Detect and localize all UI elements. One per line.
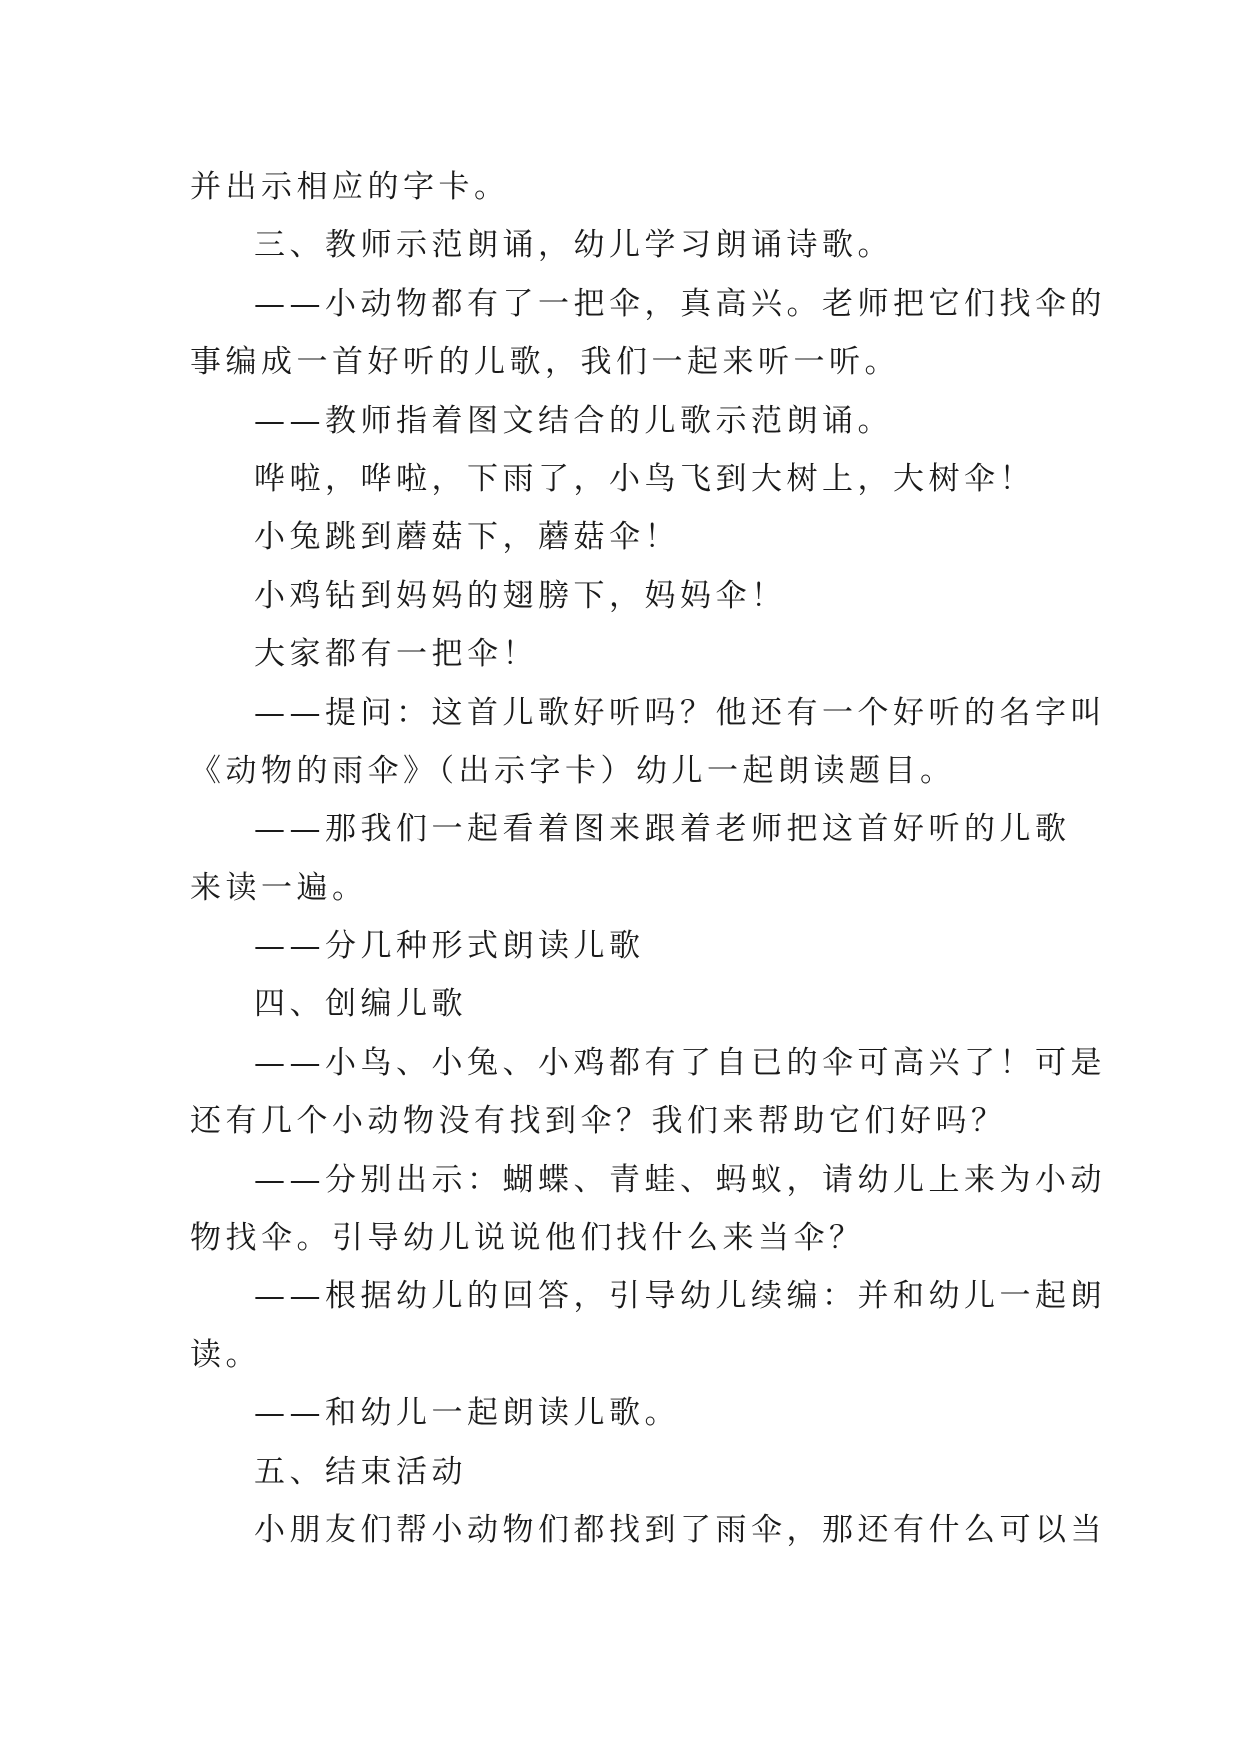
text-line: 小兔跳到蘑菇下，蘑菇伞！: [254, 519, 680, 556]
text-line: ——小鸟、小兔、小鸡都有了自已的伞可高兴了！可是: [254, 1044, 1106, 1081]
text-line: 还有几个小动物没有找到伞？我们来帮助它们好吗？: [190, 1103, 1007, 1140]
text-line: 并出示相应的字卡。: [190, 169, 510, 205]
document-body: [190, 158, 1106, 1559]
text-line: 三、教师示范朗诵，幼儿学习朗诵诗歌。: [254, 227, 893, 264]
text-line: 小鸡钻到妈妈的翅膀下，妈妈伞！: [254, 577, 787, 614]
text-line: ——那我们一起看着图来跟着老师把这首好听的儿歌: [254, 811, 1071, 848]
text-line: ——分几种形式朗读儿歌: [254, 928, 645, 965]
text-line: 哗啦，哗啦，下雨了，小鸟飞到大树上，大树伞！: [254, 460, 1035, 497]
text-line: ——提问：这首儿歌好听吗？他还有一个好听的名字叫: [254, 694, 1106, 731]
text-line: 《动物的雨伞》（出示字卡）幼儿一起朗读题目。: [190, 752, 956, 789]
section-heading: 四、创编儿歌: [254, 986, 467, 1023]
text-line: ——和幼儿一起朗读儿歌。: [254, 1395, 680, 1432]
text-line: 大家都有一把伞！: [254, 636, 538, 673]
text-line: ——教师指着图文结合的儿歌示范朗诵。: [254, 402, 893, 439]
text-line: 物找伞。引导幼儿说说他们找什么来当伞？: [190, 1220, 865, 1257]
text-line: ——小动物都有了一把伞，真高兴。老师把它们找伞的: [254, 285, 1106, 322]
text-line: ——根据幼儿的回答，引导幼儿续编：并和幼儿一起朗: [254, 1278, 1106, 1315]
text-line: 小朋友们帮小动物们都找到了雨伞，那还有什么可以当: [254, 1511, 1106, 1548]
text-line: ——分别出示：蝴蝶、青蛙、蚂蚁，请幼儿上来为小动: [254, 1161, 1106, 1198]
text-line: 来读一遍。: [190, 869, 368, 906]
text-line: 事编成一首好听的儿歌，我们一起来听一听。: [190, 344, 900, 381]
section-heading: 五、结束活动: [254, 1453, 467, 1490]
text-line: 读。: [190, 1336, 261, 1373]
